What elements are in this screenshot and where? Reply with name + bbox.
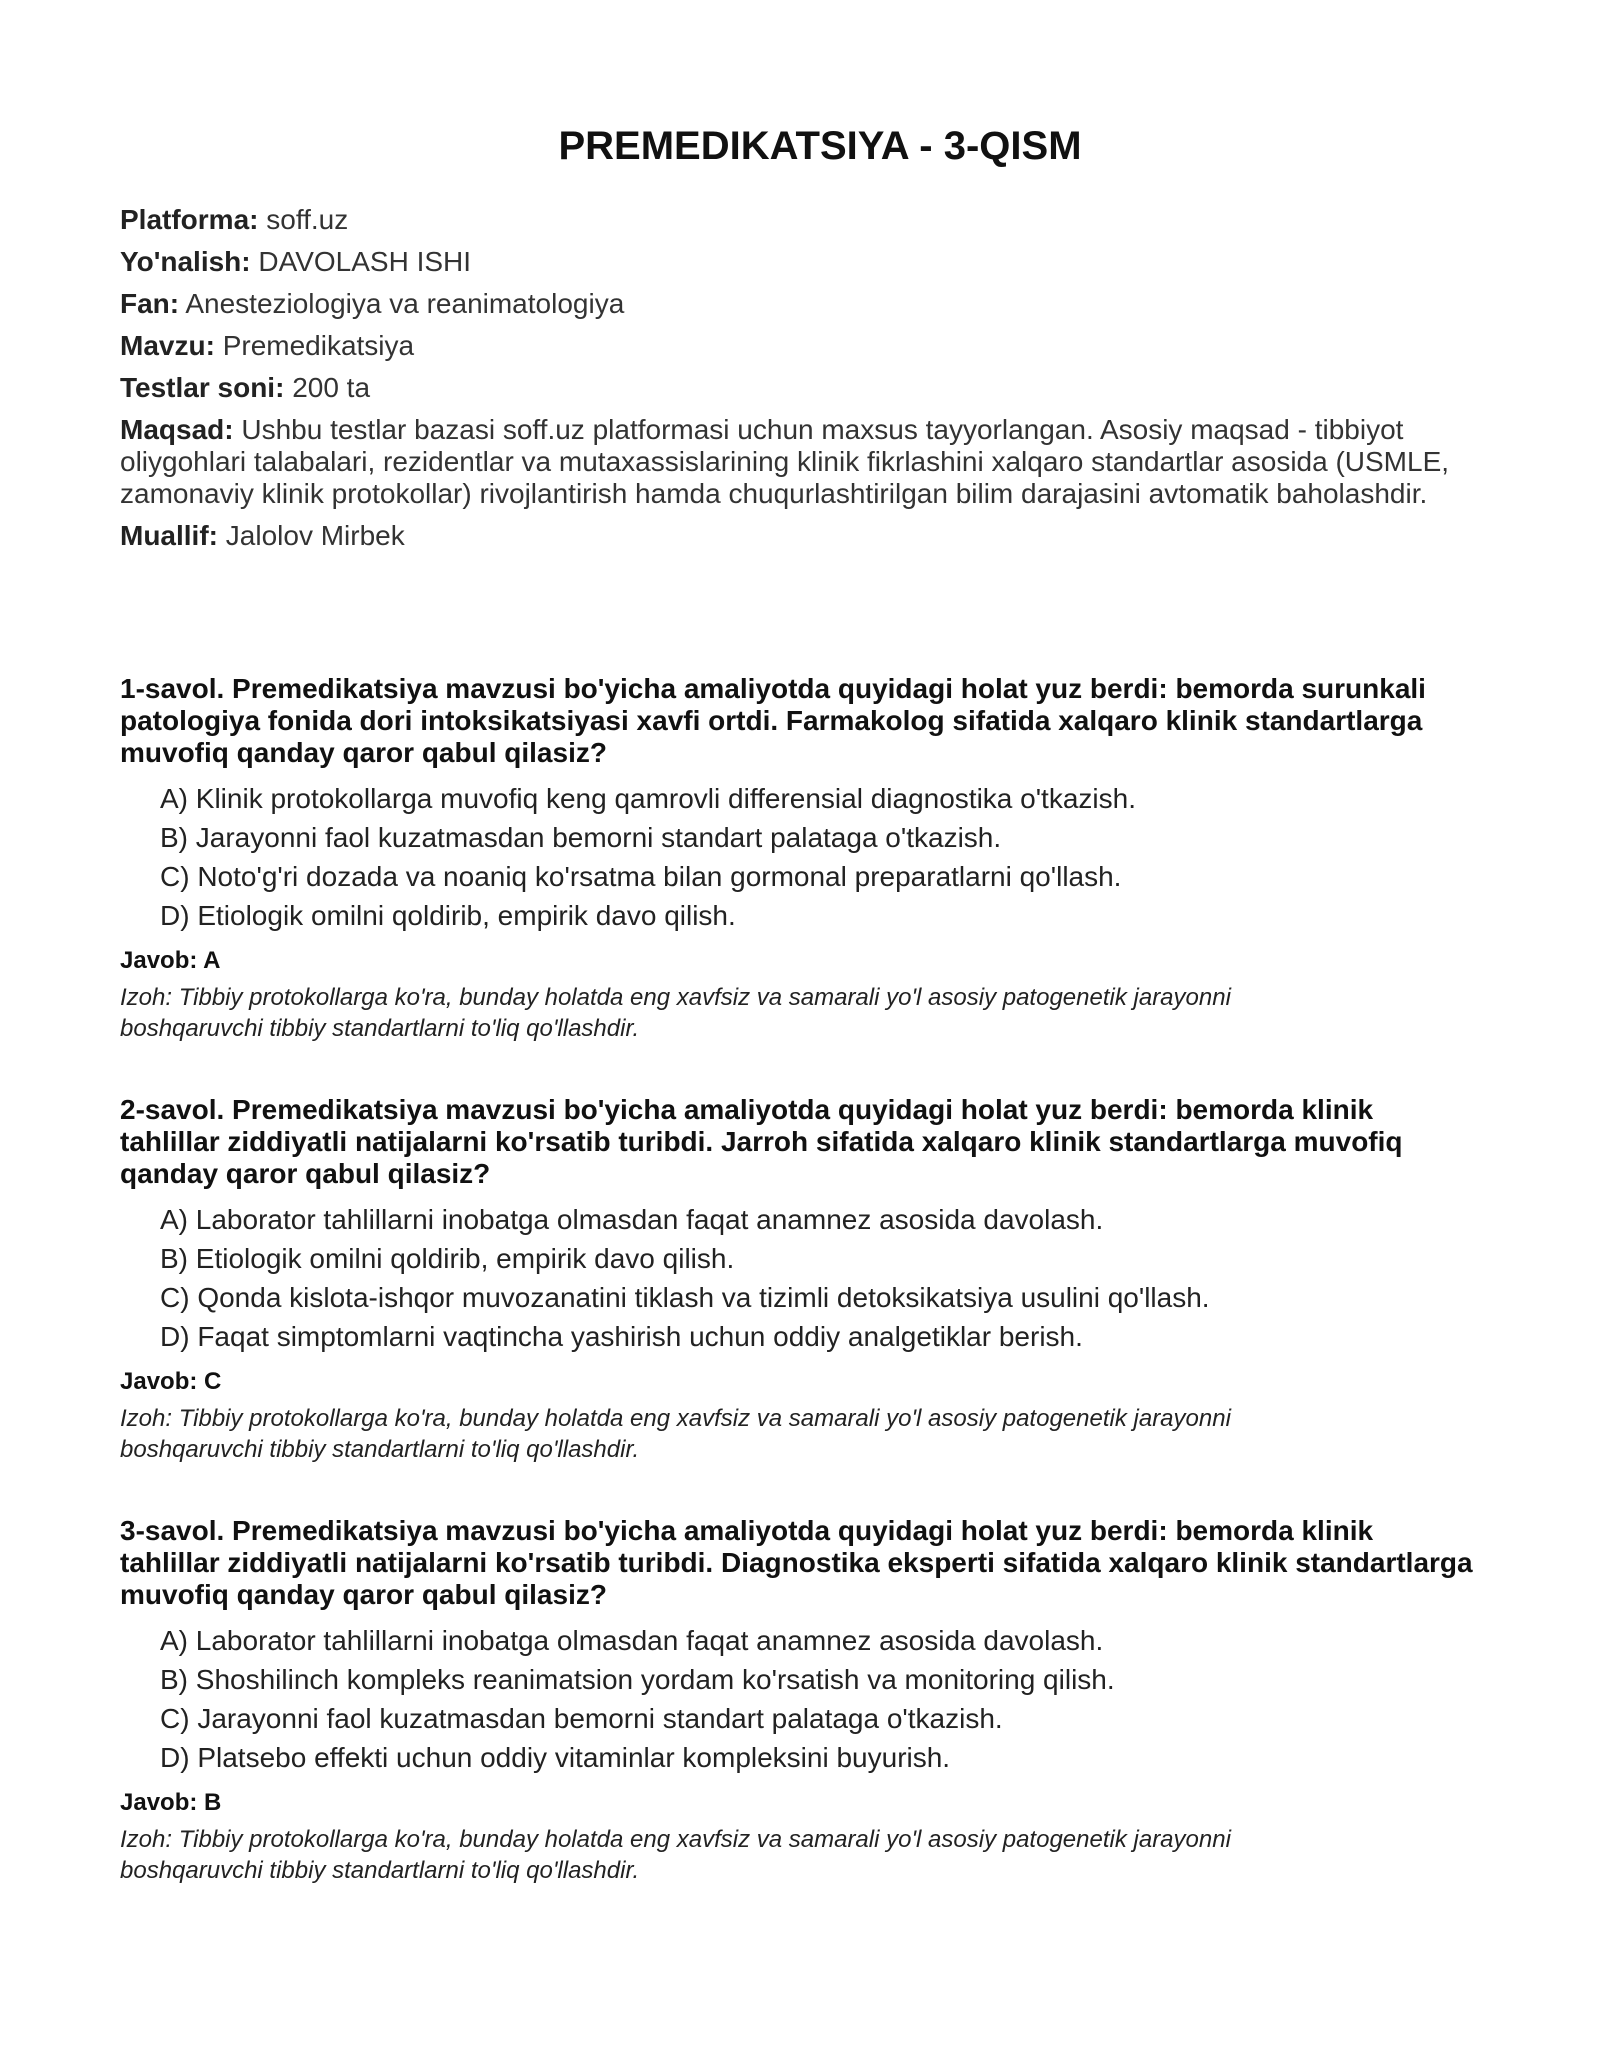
meta-value: Ushbu testlar bazasi soff.uz platformasi uchun maxsus tayyorlangan. Asosiy maqsad - tibbiyot oliygohlari talabalari, rezidentlar va mutaxassislarining klinik fikrlashini xalqaro standartlar asosida (USMLE, zamonaviy klinik protokollar) rivojlantirish hamda chuqurlashtirilgan bilim darajasini avtomatik baholashdir. bbox=[120, 414, 1450, 509]
option-d: D) Etiologik omilni qoldirib, empirik davo qilish. bbox=[160, 900, 736, 931]
meta-key: Mavzu: bbox=[120, 330, 215, 361]
meta-subject bbox=[120, 288, 1480, 320]
meta-author bbox=[120, 520, 1480, 552]
explanation-text: Izoh: Tibbiy protokollarga ko'ra, bunday holatda eng xavfsiz va samarali yo'l asosiy patogenetik jarayonni boshqaruvchi tibbiy standartlarni to'liq qo'llashdir. bbox=[120, 1405, 1231, 1463]
option-c: C) Qonda kislota-ishqor muvozanatini tiklash va tizimli detoksikatsiya usulini qo'llash. bbox=[160, 1282, 1210, 1313]
meta-test-count bbox=[120, 372, 1480, 404]
answer-label: Javob: C bbox=[120, 1368, 222, 1395]
question-text: 2-savol. Premedikatsiya mavzusi bo'yicha amaliyotda quyidagi holat yuz berdi: bemorda klinik tahlillar ziddiyatli natijalarni ko'rsatib turibdi. Jarroh sifatida xalqaro klinik standartlarga muvofiq qanday qaror qabul qilasiz? bbox=[120, 1094, 1403, 1189]
meta-key: Muallif: bbox=[120, 520, 218, 551]
answer-label: Javob: A bbox=[120, 947, 221, 974]
option-a: A) Laborator tahlillarni inobatga olmasdan faqat anamnez asosida davolash. bbox=[160, 1204, 1104, 1235]
option-b: B) Jarayonni faol kuzatmasdan bemorni standart palataga o'tkazish. bbox=[160, 822, 1002, 853]
option-list bbox=[120, 1204, 1480, 1353]
question-1 bbox=[120, 673, 1480, 1044]
option-d: D) Faqat simptomlarni vaqtincha yashirish uchun oddiy analgetiklar berish. bbox=[160, 1321, 1083, 1352]
meta-key: Maqsad: bbox=[120, 414, 234, 445]
meta-value: soff.uz bbox=[266, 204, 349, 235]
page-title: PREMEDIKATSIYA - 3-QISM bbox=[558, 124, 1082, 168]
meta-topic bbox=[120, 330, 1480, 362]
question-text: 3-savol. Premedikatsiya mavzusi bo'yicha amaliyotda quyidagi holat yuz berdi: bemorda klinik tahlillar ziddiyatli natijalarni ko'rsatib turibdi. Diagnostika eksperti sifatida xalqaro klinik standartlarga muvofiq qanday qaror qabul qilasiz? bbox=[120, 1515, 1473, 1610]
explanation-text: Izoh: Tibbiy protokollarga ko'ra, bunday holatda eng xavfsiz va samarali yo'l asosiy patogenetik jarayonni boshqaruvchi tibbiy standartlarni to'liq qo'llashdir. bbox=[120, 984, 1231, 1042]
option-b: B) Etiologik omilni qoldirib, empirik davo qilish. bbox=[160, 1243, 735, 1274]
meta-platform bbox=[120, 204, 1480, 236]
question-text: 1-savol. Premedikatsiya mavzusi bo'yicha amaliyotda quyidagi holat yuz berdi: bemorda surunkali patologiya fonida dori intoksikatsiyasi xavfi ortdi. Farmakolog sifatida xalqaro klinik standartlarga muvofiq qanday qaror qabul qilasiz? bbox=[120, 673, 1426, 768]
option-a: A) Klinik protokollarga muvofiq keng qamrovli differensial diagnostika o'tkazish. bbox=[160, 783, 1136, 814]
option-c: C) Jarayonni faol kuzatmasdan bemorni standart palataga o'tkazish. bbox=[160, 1703, 1003, 1734]
meta-purpose bbox=[120, 414, 1480, 510]
option-b: B) Shoshilinch kompleks reanimatsion yordam ko'rsatish va monitoring qilish. bbox=[160, 1664, 1115, 1695]
meta-key: Yo'nalish: bbox=[120, 246, 251, 277]
meta-direction bbox=[120, 246, 1480, 278]
option-list bbox=[120, 783, 1480, 932]
answer-label: Javob: B bbox=[120, 1789, 222, 1816]
meta-value: Premedikatsiya bbox=[222, 330, 415, 361]
option-a: A) Laborator tahlillarni inobatga olmasdan faqat anamnez asosida davolash. bbox=[160, 1625, 1104, 1656]
question-3 bbox=[120, 1515, 1480, 1886]
question-list bbox=[120, 673, 1480, 1936]
meta-key: Testlar soni: bbox=[120, 372, 285, 403]
option-c: C) Noto'g'ri dozada va noaniq ko'rsatma bilan gormonal preparatlarni qo'llash. bbox=[160, 861, 1122, 892]
meta-key: Fan: bbox=[120, 288, 180, 319]
meta-value: DAVOLASH ISHI bbox=[258, 246, 472, 277]
question-2 bbox=[120, 1094, 1480, 1465]
option-d: D) Platsebo effekti uchun oddiy vitaminlar kompleksini buyurish. bbox=[160, 1742, 951, 1773]
document-meta bbox=[120, 204, 1480, 562]
option-list bbox=[120, 1625, 1480, 1774]
explanation-text: Izoh: Tibbiy protokollarga ko'ra, bunday holatda eng xavfsiz va samarali yo'l asosiy patogenetik jarayonni boshqaruvchi tibbiy standartlarni to'liq qo'llashdir. bbox=[120, 1826, 1231, 1884]
meta-value: 200 ta bbox=[292, 372, 371, 403]
meta-value: Anesteziologiya va reanimatologiya bbox=[185, 288, 625, 319]
meta-value: Jalolov Mirbek bbox=[225, 520, 405, 551]
meta-key: Platforma: bbox=[120, 204, 259, 235]
